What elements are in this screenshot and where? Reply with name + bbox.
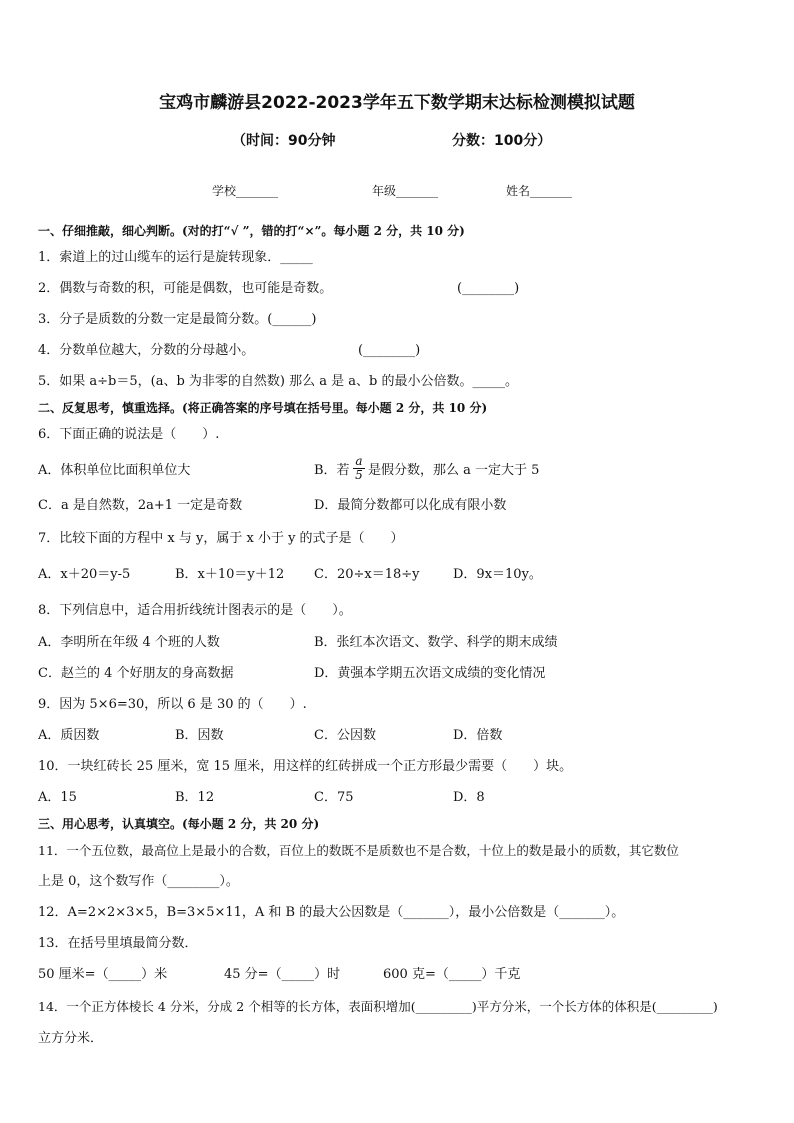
question-9-option-a: A．质因数 [38,728,100,743]
question-9-option-d: D．倍数 [453,728,503,743]
question-6-option-b-suffix: 是假分数，那么 a 一定大于 5 [368,463,540,478]
question-13: 13．在括号里填最简分数． [38,936,198,951]
question-10: 10．一块红砖长 25 厘米，宽 15 厘米，用这样的红砖拼成一个正方形最少需要（ ）块。 [38,759,573,774]
question-7: 7．比较下面的方程中 x 与 y，属于 x 小于 y 的式子是（ ） [38,531,404,546]
question-14-line-1: 14．一个正方体棱长 4 分米，分成 2 个相等的长方体，表面积增加(_________)平方分米，一个长方体的体积是(_________) [38,999,718,1014]
section-3-heading: 三、用心思考，认真填空。(每小题 2 分，共 20 分) [38,817,320,831]
question-13-part-2: 45 分=（_____）时 [224,967,341,982]
exam-score: 分数：100分） [452,133,552,149]
question-12: 12．A=2×2×3×5，B=3×5×11，A 和 B 的最大公因数是（_______），最小公倍数是（_______）。 [38,905,625,920]
question-8: 8．下列信息中，适合用折线统计图表示的是（ ）。 [38,603,352,618]
school-field: 学校_______ [212,184,279,198]
question-10-option-b: B．12 [175,790,215,805]
question-6-option-c: C．a 是自然数，2a+1 一定是奇数 [38,498,243,513]
name-field: 姓名_______ [506,184,573,198]
question-7-option-a: A．x＋20＝y-5 [38,567,131,582]
question-3: 3．分子是质数的分数一定是最简分数。(______) [38,312,317,327]
question-8-option-a: A．李明所在年级 4 个班的人数 [38,635,220,650]
grade-field: 年级_______ [372,184,439,198]
question-8-option-b: B．张红本次语文、数学、科学的期末成绩 [314,635,558,650]
question-8-option-c: C．赵兰的 4 个好朋友的身高数据 [38,666,234,681]
exam-time: （时间：90分钟 [232,133,336,149]
question-2-answer: (________) [457,281,520,296]
question-5: 5．如果 a÷b＝5，(a、b 为非零的自然数) 那么 a 是 a、b 的最小公倍数。_____。 [38,374,518,389]
question-6: 6．下面正确的说法是（ ）. [38,427,220,442]
question-13-part-3: 600 克=（_____）千克 [383,967,521,982]
question-10-option-c: C．75 [314,790,354,805]
question-7-option-d: D．9x＝10y。 [453,567,542,582]
question-7-option-c: C．20÷x＝18÷y [314,567,420,582]
question-7-option-b: B．x＋10＝y＋12 [175,567,285,582]
question-8-option-d: D．黄强本学期五次语文成绩的变化情况 [314,666,546,681]
fraction-numerator: a [353,455,365,469]
question-6-option-b-prefix: B．若 [314,463,350,478]
fraction-a-over-5 [353,455,365,482]
question-1: 1．索道上的过山缆车的运行是旋转现象．_____ [38,250,313,265]
question-4-answer: (________) [358,343,421,358]
question-11-line-1: 11．一个五位数，最高位上是最小的合数，百位上的数既不是质数也不是合数，十位上的数是最小的质数，其它数位 [38,843,679,858]
question-6-option-d: D．最简分数都可以化成有限小数 [314,498,507,513]
question-9-option-c: C．公因数 [314,728,376,743]
question-4: 4．分数单位越大，分数的分母越小。 [38,343,255,358]
question-6-option-a: A．体积单位比面积单位大 [38,463,191,478]
question-10-option-a: A．15 [38,790,77,805]
page-title: 宝鸡市麟游县2022-2023学年五下数学期末达标检测模拟试题 [159,93,635,113]
question-2: 2．偶数与奇数的积，可能是偶数，也可能是奇数。 [38,281,333,296]
question-13-part-1: 50 厘米=（_____）米 [38,967,168,982]
section-2-heading: 二、反复思考，慎重选择。(将正确答案的序号填在括号里。每小题 2 分，共 10 分) [38,401,488,415]
question-10-option-d: D．8 [453,790,485,805]
question-11-line-2: 上是 0，这个数写作（________）。 [38,874,239,889]
fraction-denominator: 5 [355,468,363,482]
question-9: 9．因为 5×6=30，所以 6 是 30 的（ ）. [38,697,307,712]
section-1-heading: 一、仔细推敲，细心判断。(对的打“√ ”，错的打“×”。每小题 2 分，共 10 分) [38,224,465,238]
question-9-option-b: B．因数 [175,728,224,743]
question-14-line-2: 立方分米． [38,1031,104,1046]
